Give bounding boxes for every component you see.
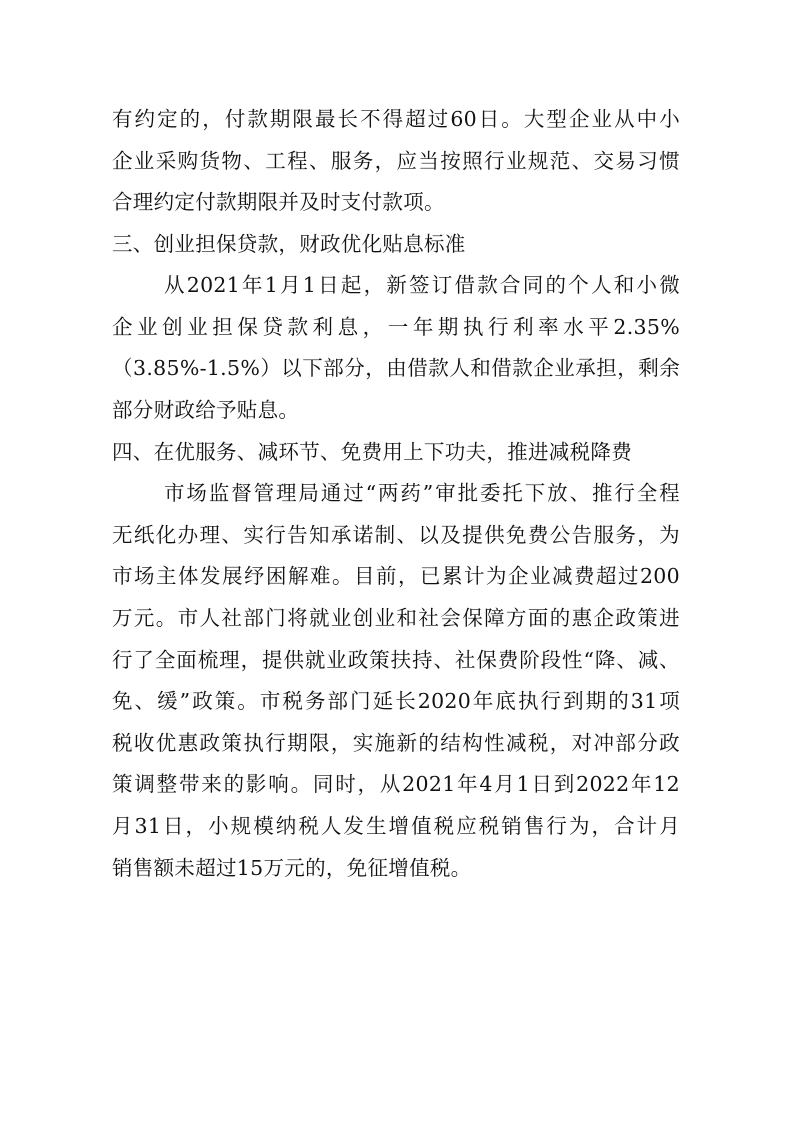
paragraph-line: 市场主体发展纾困解难。目前，已累计为企业减费超过200 — [112, 564, 680, 588]
paragraph-line: 策调整带来的影响。同时，从2021年4月1日到2022年12 — [112, 772, 680, 796]
section-heading-4: 四、在优服务、减环节、免费用上下功夫，推进减税降费 — [112, 440, 632, 464]
paragraph-line: 免、缓”政策。市税务部门延长2020年底执行到期的31项 — [112, 689, 680, 713]
paragraph-line: 从2021年1月1日起，新签订借款合同的个人和小微 — [164, 273, 680, 297]
paragraph-line: （3.85%-1.5%）以下部分，由借款人和借款企业承担，剩余 — [112, 356, 680, 380]
paragraph-line: 行了全面梳理，提供就业政策扶持、社保费阶段性“降、减、 — [112, 648, 680, 672]
paragraph-line: 月31日，小规模纳税人发生增值税应税销售行为，合计月 — [112, 814, 680, 838]
paragraph-line: 无纸化办理、实行告知承诺制、以及提供免费公告服务，为 — [112, 523, 680, 547]
paragraph-line: 企业采购货物、工程、服务，应当按照行业规范、交易习惯 — [112, 149, 680, 173]
paragraph-line: 市场监督管理局通过“两药”审批委托下放、推行全程 — [164, 481, 680, 505]
section-heading-3: 三、创业担保贷款，财政优化贴息标准 — [112, 232, 466, 256]
paragraph-line: 合理约定付款期限并及时支付款项。 — [112, 190, 445, 214]
paragraph-line: 有约定的，付款期限最长不得超过60日。大型企业从中小 — [112, 107, 680, 131]
paragraph-line: 万元。市人社部门将就业创业和社会保障方面的惠企政策进 — [112, 606, 680, 630]
paragraph-line: 税收优惠政策执行期限，实施新的结构性减税，对冲部分政 — [112, 731, 680, 755]
paragraph-line: 企业创业担保贷款利息，一年期执行利率水平2.35% — [112, 315, 680, 339]
paragraph-line: 部分财政给予贴息。 — [112, 398, 300, 422]
paragraph-line: 销售额未超过15万元的，免征增值税。 — [112, 856, 472, 880]
